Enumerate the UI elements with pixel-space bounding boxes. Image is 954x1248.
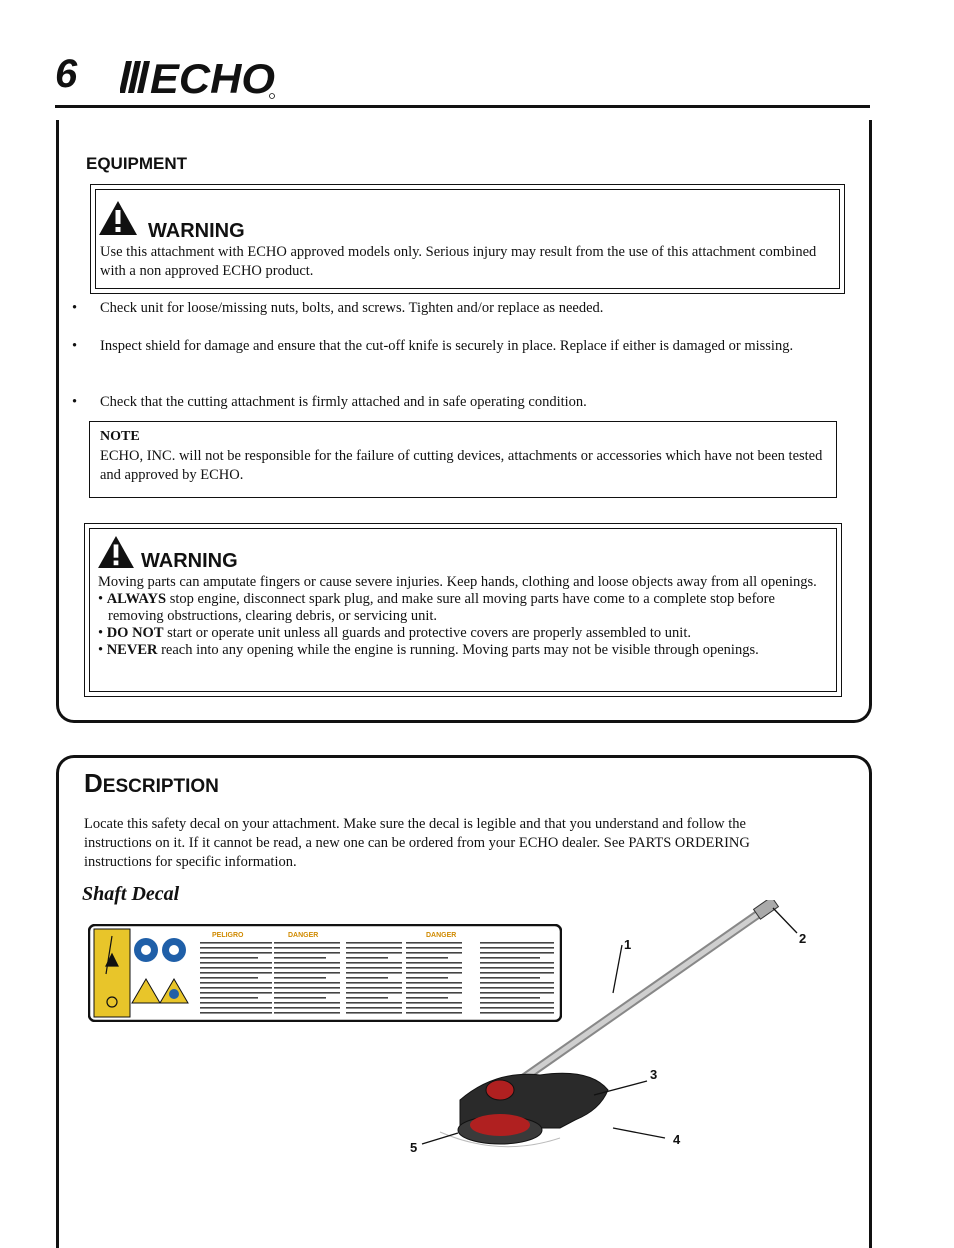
warning-2-item: • ALWAYS stop engine, disconnect spark plug, and make sure all moving parts have come to a complete stop before removing obstructions, clearing debris, or servicing unit. bbox=[98, 591, 775, 624]
callout-5: 5 bbox=[410, 1140, 418, 1155]
bullet-item: • Inspect shield for damage and ensure that the cut-off knife is securely in place. Replace if either is damaged or missing. bbox=[72, 338, 794, 354]
page-number: 6 bbox=[55, 52, 78, 96]
warning-2-item-keyword: NEVER bbox=[106, 642, 158, 658]
note-title: NOTE bbox=[100, 429, 140, 444]
callout-1: 1 bbox=[624, 937, 632, 952]
bullet-text: Inspect shield for damage and ensure that the cut-off knife is securely in place. Replace if either is damaged or missing. bbox=[100, 338, 794, 354]
callout-4: 4 bbox=[673, 1132, 681, 1147]
decal-danger-fr-label: DANGER bbox=[288, 932, 319, 939]
warning-2-item-text: stop engine, disconnect spark plug, and make sure all moving parts have come to a complete stop before removing obstructions, clearing debris, or servicing unit. bbox=[108, 591, 775, 624]
warning-2-item-text: reach into any opening while the engine is running. Moving parts may not be visible through openings. bbox=[157, 642, 759, 658]
callout-3: 3 bbox=[650, 1067, 658, 1082]
bullet-text: Check unit for loose/missing nuts, bolts, and screws. Tighten and/or replace as needed. bbox=[100, 300, 604, 316]
section-title-equipment: EQUIPMENT bbox=[86, 154, 188, 173]
bullet-text: Check that the cutting attachment is firmly attached and in safe operating condition. bbox=[100, 394, 587, 410]
warning-triangle-icon bbox=[97, 535, 135, 574]
warning-1-title: WARNING bbox=[148, 220, 245, 242]
warning-triangle-icon bbox=[98, 200, 138, 241]
logo-wordmark: ECHO bbox=[150, 55, 275, 99]
warning-2-item-text: start or operate unit unless all guards and protective covers are properly assembled to unit. bbox=[163, 625, 691, 641]
trimmer-diagram bbox=[400, 900, 820, 1165]
callout-2: 2 bbox=[799, 931, 807, 946]
warning-1-text: Use this attachment with ECHO approved models only. Serious injury may result from the use of this attachment combined with a non approved ECHO product. bbox=[100, 244, 817, 279]
warning-2-body bbox=[98, 574, 828, 659]
warning-2-title: WARNING bbox=[141, 550, 238, 572]
warning-2-item-keyword: DO NOT bbox=[106, 625, 164, 641]
header-rule bbox=[55, 105, 870, 108]
bullet-item: • Check unit for loose/missing nuts, bolts, and screws. Tighten and/or replace as needed. bbox=[72, 300, 604, 316]
warning-2-intro: Moving parts can amputate fingers or cause severe injuries. Keep hands, clothing and loose objects away from all openings. bbox=[98, 574, 817, 590]
note-text: ECHO, INC. will not be responsible for the failure of cutting devices, attachments or accessories which have not been tested and approved by ECHO. bbox=[100, 448, 823, 483]
shaft-decal-title: Shaft Decal bbox=[82, 883, 180, 905]
description-text: Locate this safety decal on your attachment. Make sure the decal is legible and that you understand and follow the instructions on it. If it cannot be read, a new one can be ordered from your ECHO dealer. See PARTS ORDERING instructions for specific information. bbox=[84, 816, 750, 870]
warning-2-item-keyword: ALWAYS bbox=[106, 591, 167, 607]
warning-2-item: • DO NOT start or operate unit unless all guards and protective covers are properly assembled to unit. bbox=[98, 625, 691, 641]
decal-peligro-label: PELIGRO bbox=[212, 932, 244, 939]
echo-logo bbox=[120, 55, 280, 104]
title-initial: D bbox=[84, 768, 103, 798]
decal-danger-en-label: DANGER bbox=[426, 932, 457, 939]
bullet-item: • Check that the cutting attachment is firmly attached and in safe operating condition. bbox=[72, 394, 587, 410]
warning-2-item: • NEVER reach into any opening while the engine is running. Moving parts may not be visible through openings. bbox=[98, 642, 759, 658]
title-rest: ESCRIPTION bbox=[102, 776, 219, 797]
section-title-description bbox=[84, 768, 219, 799]
